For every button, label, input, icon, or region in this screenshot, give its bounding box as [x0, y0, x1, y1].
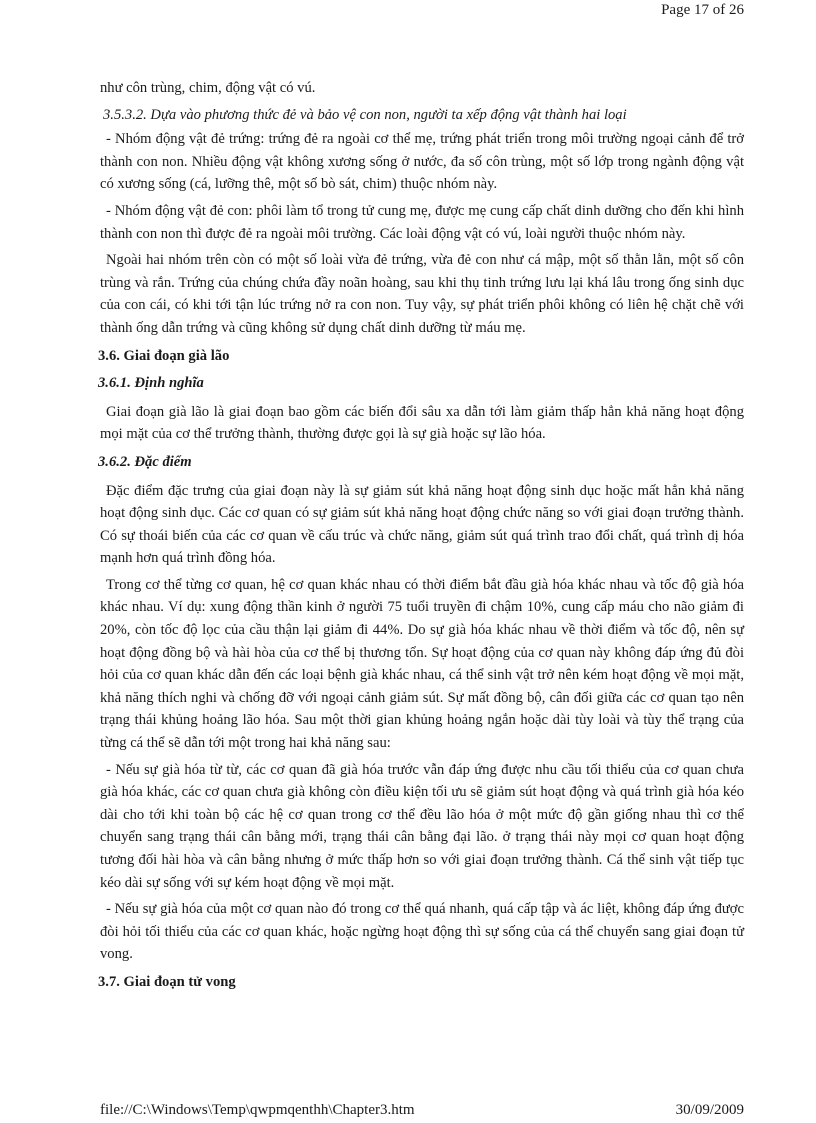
paragraph-feature-1: Đặc điểm đặc trưng của giai đoạn này là sự giảm sút khả năng hoạt động sinh dục hoặc mất hẳn khả năng hoạt động sinh dục. Các cơ quan có sự giảm sút khả năng hoạt động chức năng so với giai đoạn trưởng thành. Có sự thoái biến của các cơ quan về cấu trúc và chức năng, giảm sút quá trình trao đổi chất, quá trình dị hóa mạnh hơn quá trình đồng hóa. [100, 482, 744, 567]
paragraph-fast-aging: - Nếu sự già hóa của một cơ quan nào đó trong cơ thể quá nhanh, quá cấp tập và ác liệt, không đáp ứng được đòi hỏi tối thiểu của các cơ quan khác, hoặc ngừng hoạt động thì sự sống của cá thể chuyển sang giai đoạn tử vong. [100, 901, 744, 963]
paragraph-continuation: như côn trùng, chim, động vật có vú. [100, 80, 316, 96]
paragraph-definition: Giai đoạn già lão là giai đoạn bao gồm các biến đổi sâu xa dẫn tới làm giảm thấp hẳn khả năng hoạt động mọi mặt của cơ thể trưởng thành, thường được gọi là sự già hoặc sự lão hóa. [100, 403, 744, 443]
section-heading-36: 3.6. Giai đoạn già lão [98, 347, 230, 364]
footer-date: 30/09/2009 [675, 1102, 744, 1118]
document-body [100, 77, 744, 998]
section-heading-37: 3.7. Giai đoạn tử vong [98, 973, 236, 990]
paragraph-slow-aging: - Nếu sự già hóa từ từ, các cơ quan đã già hóa trước vẫn đáp ứng được nhu cầu tối thiểu của cơ quan chưa già hóa khác, các cơ quan chưa già không còn điều kiện tối ưu sẽ giảm sút hoạt động và quá trình già hóa kéo dài cho tới khi toàn bộ các hệ cơ quan trong cơ thể đều lão hóa ở một mức độ gần giống nhau thì cơ thể chuyển sang trạng thái cân bằng mới, trạng thái cân bằng đại lão. ở trạng thái này mọi cơ quan hoạt động tương đối hài hòa và cân bằng nhưng ở mức thấp hơn so với giai đoạn trưởng thành. Cá thể sinh vật tiếp tục kéo dài sự sống với sự kém hoạt động về mọi mặt. [100, 761, 744, 891]
paragraph-feature-2: Trong cơ thể từng cơ quan, hệ cơ quan khác nhau có thời điểm bắt đầu già hóa khác nhau và tốc độ già hóa khác nhau. Ví dụ: xung động thần kinh ở người 75 tuổi truyền đi chậm 10%, cung cấp máu cho não giảm đi 20%, còn tốc độ lọc của cầu thận lại giảm đi 44%. Do sự già hóa khác nhau về thời điểm và tốc độ, nên sự hoạt động đồng bộ và hài hòa của cơ thể bị thương tổn. Sự hoạt động của cơ quan này không đáp ứng đủ đòi hỏi của cơ quan khác dẫn đến các loại bệnh già khác nhau, cá thể sinh vật trở nên kém hoạt động về mọi mặt, khả năng thích nghi và chống đỡ với ngoại cảnh giảm sút. Sự mất đồng bộ, cân đối giữa các cơ quan tạo nên trạng thái khủng hoảng lão hóa. Sau một thời gian khủng hoảng ngắn hoặc dài tùy loài và tùy thể trạng của từng cá thể sẽ dẫn tới một trong hai khả năng sau: [100, 576, 744, 752]
paragraph-ovoviviparous: Ngoài hai nhóm trên còn có một số loài vừa đẻ trứng, vừa đẻ con như cá mập, một số thằn lằn, một số côn trùng và rắn. Trứng của chúng chứa đầy noãn hoàng, sau khi thụ tinh trứng lưu lại khá lâu trong ống sinh dục của con cái, có khi tới tận lúc trứng nở ra con non. Tuy vậy, sự phát triển phôi không có liên hệ chặt chẽ với thành ống dẫn trứng và cũng không sử dụng chất dinh dưỡng từ máu mẹ. [100, 252, 744, 336]
subsection-heading-361: 3.6.1. Định nghĩa [98, 375, 204, 392]
subsection-heading-3532: 3.5.3.2. Dựa vào phương thức đẻ và bảo vệ con non, người ta xếp động vật thành hai loại [103, 106, 627, 123]
footer-file-path: file://C:\Windows\Temp\qwpmqenthh\Chapter3.htm [100, 1102, 415, 1118]
paragraph-egg-laying: - Nhóm động vật đẻ trứng: trứng đẻ ra ngoài cơ thể mẹ, trứng phát triển trong môi trường ngoại cảnh để trở thành con non. Nhiều động vật không xương sống ở nước, đa số côn trùng, một số lớp trong ngành động vật có xương sống (cá, lưỡng thê, một số bò sát, chim) thuộc nhóm này. [100, 131, 744, 193]
subsection-heading-362: 3.6.2. Đặc điểm [98, 453, 192, 470]
paragraph-live-birth: - Nhóm động vật đẻ con: phôi làm tổ trong tử cung mẹ, được mẹ cung cấp chất dinh dưỡng cho đến khi hình thành con non thì được đẻ ra ngoài môi trường. Các loài động vật có vú, loài người thuộc nhóm này. [100, 202, 744, 242]
page-number: Page 17 of 26 [661, 2, 744, 18]
